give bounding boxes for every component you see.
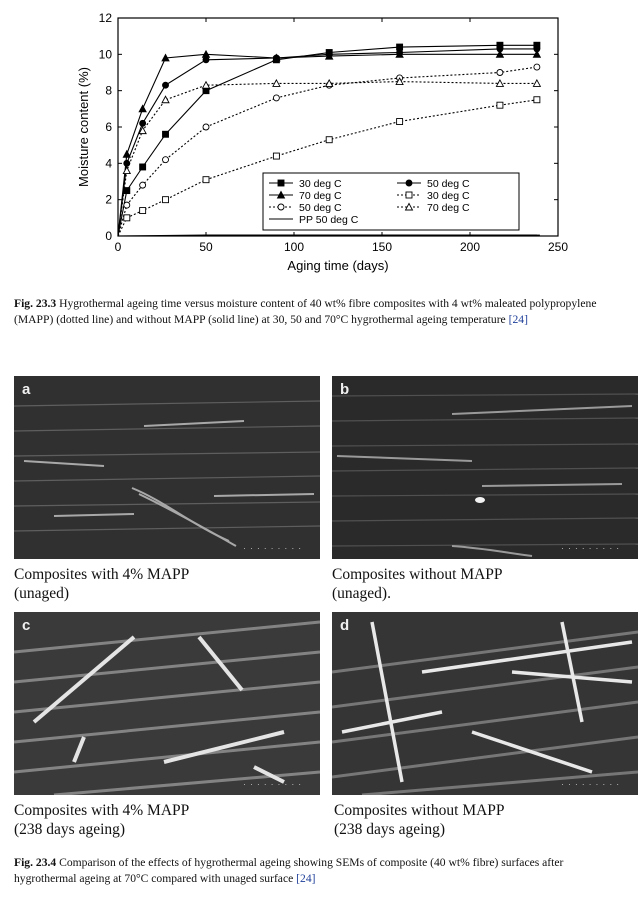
x-axis-label: Aging time (days) bbox=[287, 258, 389, 273]
legend-label: PP 50 deg C bbox=[299, 214, 359, 226]
figure-label: Fig. 23.4 bbox=[14, 856, 57, 869]
series-4-point bbox=[397, 119, 403, 125]
series-6-point bbox=[273, 80, 280, 87]
sem-image-b bbox=[332, 376, 638, 559]
caption-text: Hygrothermal ageing time versus moisture content of 40 wt% fibre composites with 4 wt% maleated polypropylene (MAPP) (dotted line) and without MAPP (solid line) at 30, 50 and 70°C hygrothermal ageing temperature bbox=[14, 297, 597, 326]
series-4-point bbox=[163, 197, 169, 203]
citation-link[interactable]: [24] bbox=[296, 872, 316, 885]
series-5-point bbox=[203, 124, 209, 130]
legend-marker bbox=[406, 180, 412, 186]
series-5-point bbox=[273, 95, 279, 101]
y-axis-label: Moisture content (%) bbox=[76, 67, 91, 187]
scale-bar: · · · · · · · · · bbox=[243, 780, 302, 789]
y-tick-label: 2 bbox=[105, 192, 112, 207]
series-3-point bbox=[139, 105, 146, 112]
series-4-point bbox=[326, 137, 332, 143]
panel-d-caption: Composites without MAPP bbox=[334, 802, 505, 819]
scale-bar: · · · · · · · · · bbox=[561, 544, 620, 553]
series-6-point bbox=[162, 96, 169, 103]
series-4-point bbox=[124, 215, 130, 221]
sem-texture-d bbox=[332, 612, 638, 795]
series-4-point bbox=[534, 97, 540, 103]
figure-label: Fig. 23.3 bbox=[14, 297, 57, 310]
series-5-point bbox=[124, 202, 130, 208]
panel-letter: b bbox=[340, 381, 350, 398]
figure-caption-23-4 bbox=[14, 855, 628, 887]
sem-image-c bbox=[14, 612, 320, 795]
series-5-point bbox=[497, 70, 503, 76]
series-2-point bbox=[140, 120, 146, 126]
moisture-chart bbox=[0, 0, 640, 290]
panel-a-subcaption: (unaged) bbox=[14, 585, 70, 602]
panel-b-subcaption: (unaged). bbox=[332, 585, 391, 602]
scale-bar: · · · · · · · · · bbox=[243, 544, 302, 553]
x-tick-label: 250 bbox=[547, 240, 569, 254]
x-tick-label: 50 bbox=[199, 240, 213, 254]
panel-letter: d bbox=[340, 617, 350, 634]
legend-marker bbox=[278, 204, 284, 210]
moisture-chart-svg bbox=[0, 0, 640, 290]
series-2-point bbox=[163, 82, 169, 88]
x-tick-label: 0 bbox=[114, 240, 122, 254]
x-tick-label: 100 bbox=[283, 240, 305, 254]
caption-text: Comparison of the effects of hygrothermal ageing showing SEMs of composite (40 wt% fibre) surfaces after hygrothermal ageing at 70°C compared with unaged surface bbox=[14, 856, 564, 885]
panel-b-caption: Composites without MAPP bbox=[332, 566, 503, 583]
panel-c-subcaption: (238 days ageing) bbox=[14, 821, 126, 838]
series-1-point bbox=[124, 188, 130, 194]
series-6-point bbox=[123, 167, 130, 174]
legend-label: 30 deg C bbox=[299, 178, 342, 190]
sem-texture-b bbox=[332, 376, 638, 559]
panel-c-caption: Composites with 4% MAPP bbox=[14, 802, 190, 819]
y-tick-label: 6 bbox=[105, 120, 112, 134]
legend-label: 70 deg C bbox=[427, 202, 470, 214]
legend-label: 30 deg C bbox=[427, 190, 470, 202]
series-5-point bbox=[163, 157, 169, 163]
series-6-point bbox=[533, 80, 540, 87]
y-tick-label: 10 bbox=[98, 47, 112, 62]
series-1-point bbox=[140, 164, 146, 170]
panel-letter: a bbox=[22, 381, 31, 398]
series-4-point bbox=[273, 153, 279, 159]
series-3-point bbox=[123, 151, 130, 158]
panel-letter: c bbox=[22, 617, 31, 634]
y-tick-label: 8 bbox=[105, 83, 112, 98]
y-tick-label: 4 bbox=[105, 156, 112, 171]
series-4-point bbox=[497, 102, 503, 108]
series-4-point bbox=[140, 208, 146, 214]
series-5-point bbox=[140, 182, 146, 188]
series-1-point bbox=[163, 131, 169, 137]
legend-marker bbox=[278, 180, 284, 186]
series-5-point bbox=[534, 64, 540, 70]
y-tick-label: 12 bbox=[98, 11, 112, 25]
sem-image-d bbox=[332, 612, 638, 795]
legend-label: 50 deg C bbox=[299, 202, 342, 214]
legend-label: 50 deg C bbox=[427, 178, 470, 190]
sem-texture-c bbox=[14, 612, 320, 795]
x-tick-label: 200 bbox=[459, 240, 481, 254]
scale-bar: · · · · · · · · · bbox=[561, 780, 620, 789]
x-tick-label: 150 bbox=[371, 240, 393, 254]
sem-texture-a bbox=[14, 376, 320, 559]
series-2-point bbox=[124, 160, 130, 166]
citation-link[interactable]: [24] bbox=[508, 313, 528, 326]
series-4-point bbox=[203, 177, 209, 183]
sem-image-a bbox=[14, 376, 320, 559]
panel-a-caption: Composites with 4% MAPP bbox=[14, 566, 190, 583]
y-tick-label: 0 bbox=[105, 229, 112, 243]
legend-marker bbox=[406, 192, 412, 198]
panel-d-subcaption: (238 days ageing) bbox=[334, 821, 446, 838]
figure-caption-23-3 bbox=[14, 296, 628, 328]
legend-label: 70 deg C bbox=[299, 190, 342, 202]
